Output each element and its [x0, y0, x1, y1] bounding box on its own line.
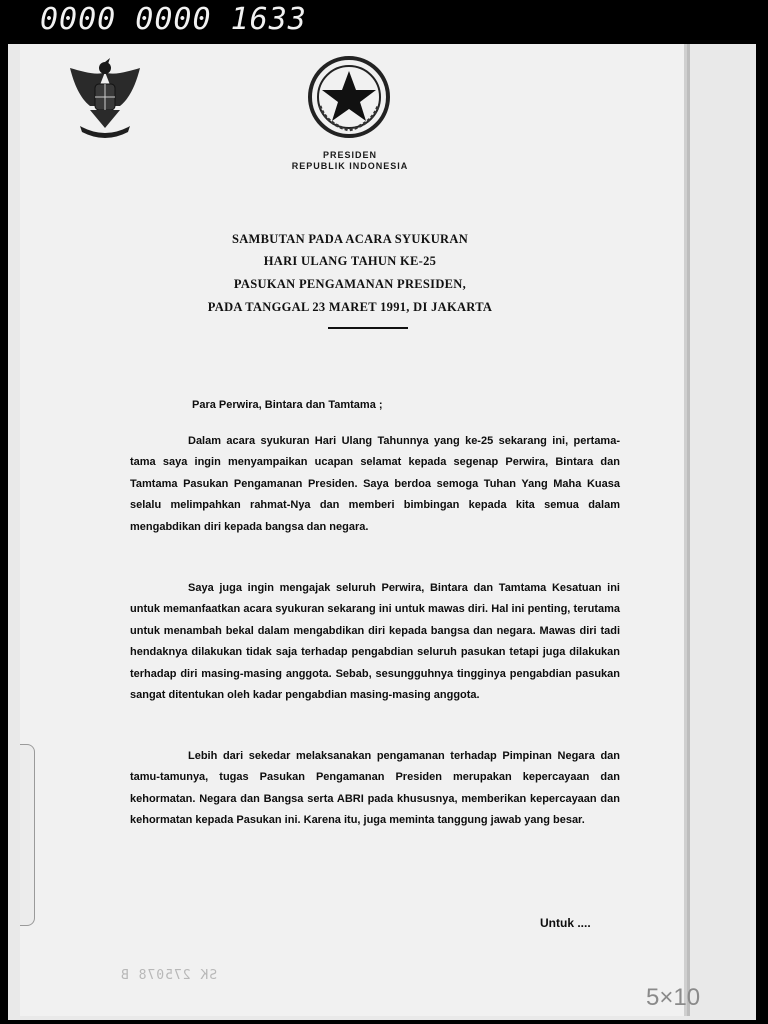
film-header-bar — [0, 0, 768, 42]
title-line-2: HARI ULANG TAHUN KE-25 — [263, 254, 437, 268]
paragraph-3: Lebih dari sekedar melaksanakan pengamanan terhadap Pimpinan Negara dan tamu-tamunya, tugas Pasukan Pengamanan Presiden merupakan kepercayaan dan kehormatan. Negara dan Bangsa serta ABRI pada khususnya, memberikan kepercayaan dan kehormatan kepada Pasukan ini. Karena itu, juga meminta tanggung jawab yang besar. — [130, 750, 620, 827]
presidential-seal-icon — [306, 54, 392, 140]
corner-mark: 5×10 — [646, 984, 701, 1011]
page-edge-tab — [20, 744, 35, 926]
paragraph-2: Saya juga ingin mengajak seluruh Perwira, Bintara dan Tamtama Kesatuan ini untuk memanfaatkan acara syukuran sekarang ini untuk mawas diri. Hal ini penting, terutama untuk menambah bekal dalam mengabdikan diri kepada bangsa dan negara. Mawas diri tadi hendaknya dilakukan tidak saja terhadap pengabdian seluruh pasukan tetapi juga dilakukan terhadap diri masing-masing anggota. Sebab, sesungguhnya tingginya pengabdian pasukan sangat ditentukan oleh kadar pengabdian masing-masing anggota. — [130, 582, 620, 702]
title-line-3: PASUKAN PENGAMANAN PRESIDEN, — [233, 277, 467, 291]
page-catchword: Untuk .... — [540, 916, 591, 930]
salutation: Para Perwira, Bintara dan Tamtama ; — [192, 399, 383, 411]
title-line-1: SAMBUTAN PADA ACARA SYUKURAN — [231, 232, 469, 246]
letterhead-president: PRESIDEN — [322, 150, 377, 160]
paragraph-1: Dalam acara syukuran Hari Ulang Tahunnya yang ke-25 sekarang ini, pertama-tama saya ingin menyampaikan ucapan selamat kepada segenap Perwira, Bintara dan Tamtama Pasukan Pengamanan Presiden. Saya berdoa semoga Tuhan Yang Maha Kuasa selalu melimpahkan rahmat-Nya dan memberi bimbingan kepada kita semua dalam mengabdikan diri kepada bangsa dan negara. — [130, 435, 620, 533]
garuda-emblem-icon — [60, 54, 150, 144]
letterhead-republic: REPUBLIK INDONESIA — [291, 161, 409, 171]
film-frame-code: 0000 0000 1633 — [40, 2, 307, 37]
title-line-4: PADA TANGGAL 23 MARET 1991, DI JAKARTA — [207, 300, 493, 314]
title-underline — [328, 327, 408, 329]
archive-stamp: SK 275078 B — [120, 968, 218, 983]
